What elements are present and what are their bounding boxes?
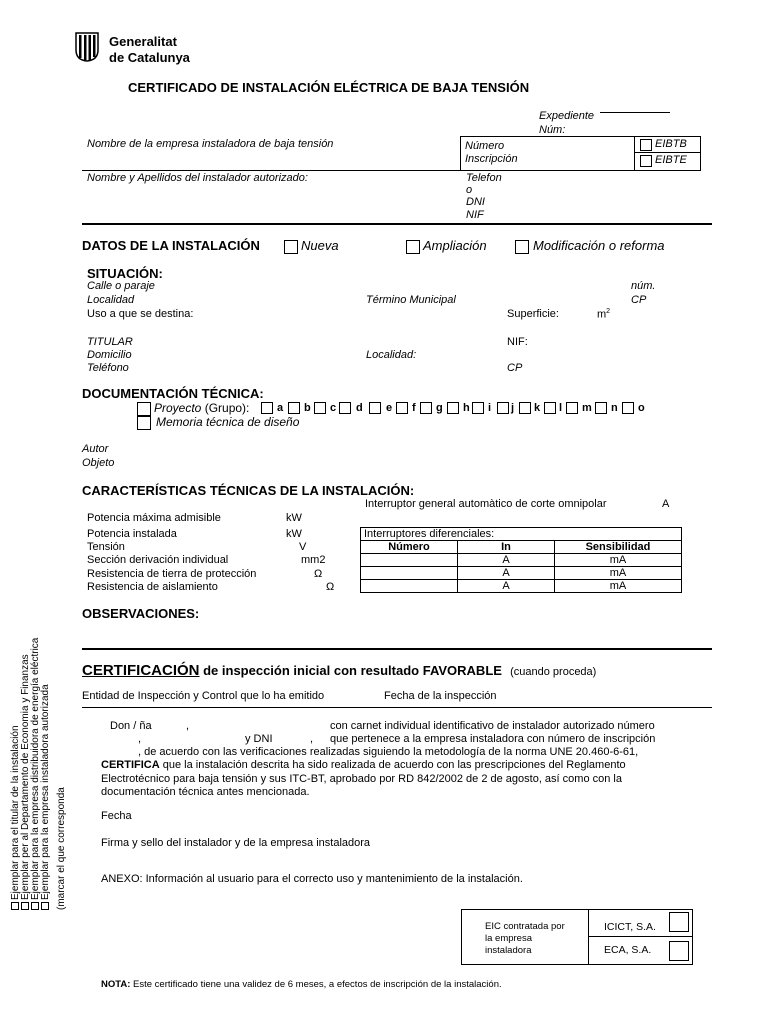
don-label: Don / ña [110,720,152,732]
expediente-label: Expediente [539,110,595,122]
ydni-text: y DNI [245,733,273,745]
eca-label: ECA, S.A. [604,944,652,956]
modificacion-label: Modificación o reforma [533,238,665,253]
don-comma: , [186,720,190,732]
grupo-e-label: e [386,402,393,414]
potencia-inst-unit: kW [286,528,302,540]
nif-titular-label: NIF: [507,336,528,348]
o-label: o [466,184,473,196]
side-copy-1-checkbox[interactable] [11,902,19,910]
side-copy-3-checkbox[interactable] [31,902,39,910]
tension-unit: V [299,541,307,553]
domicilio-label: Domicilio [87,349,132,361]
pertenece-text: que pertenece a la empresa instaladora con número de inscripción [330,733,656,745]
dif-header-sensibilidad: Sensibilidad [555,541,682,554]
icict-label: ICICT, S.A. [604,921,656,933]
nueva-checkbox[interactable] [284,240,298,254]
grupo-k-label: k [534,402,541,414]
grupo-c-checkbox[interactable] [314,402,326,414]
nif-label: NIF [466,209,484,221]
observaciones-title: OBSERVACIONES: [82,606,200,621]
cp-titular-label: CP [507,362,523,374]
anexo-label: ANEXO: Información al usuario para el correcto uso y mantenimiento de la instalación. [101,873,523,885]
grupo-e-checkbox[interactable] [369,402,381,414]
cert-line6: documentación técnica antes mencionada. [101,786,310,798]
table-row [361,567,682,580]
num-calle-label: núm. [631,280,656,292]
grupo-n-label: n [611,402,618,414]
fecha-inspeccion-label: Fecha de la inspección [384,690,497,702]
grupo-m-label: m [582,402,592,414]
dif-in-cell[interactable]: A [458,554,555,567]
empresa-line [82,170,462,171]
cert-line3: , de acuerdo con las verificaciones realizadas siguiendo la metodología de la norma UNE 20.460-6-61, [138,746,639,758]
eic-divider-v [588,909,589,965]
calle-label: Calle o paraje [87,280,155,292]
side-copy-note: (marcar el que corresponda [56,787,67,910]
dni-comma: , [310,733,314,745]
table-row [361,554,682,567]
dif-header-numero: Número [361,541,458,554]
tension-label: Tensión [87,541,125,553]
seccion-label: Sección derivación individual [87,554,229,566]
grupo-j-checkbox[interactable] [497,402,509,414]
inscripcion-label: Inscripción [465,153,518,165]
memoria-label: Memoria técnica de diseño [156,415,300,429]
org-name-line1: Generalitat [109,34,177,49]
eibte-label: EIBTE [655,154,687,166]
grupo-l-checkbox[interactable] [544,402,556,414]
dif-in-cell[interactable]: A [458,567,555,580]
grupo-a-label: a [277,402,284,414]
grupo-d-checkbox[interactable] [339,402,351,414]
icict-checkbox[interactable] [669,912,689,932]
seccion-unit: mm2 [301,554,326,566]
grupo-b-label: b [304,402,311,414]
eca-checkbox[interactable] [669,941,689,961]
objeto-label: Objeto [82,457,115,469]
nueva-label: Nueva [301,238,339,253]
grupo-h-label: h [463,402,470,414]
expediente-line [600,112,670,113]
m2-label: $m^2$ [597,308,611,321]
grupo-f-checkbox[interactable] [396,402,408,414]
resistencia-aisl-label: Resistencia de aislamiento [87,581,218,593]
eic-label-line1: EIC contratada por [485,921,565,932]
grupo-m-checkbox[interactable] [566,402,578,414]
telefono-label: Teléfono [87,362,129,374]
grupo-o-label: o [638,402,645,414]
entidad-label: Entidad de Inspección y Control que lo ha emitido [82,690,325,702]
generalitat-emblem-icon [75,32,99,62]
carnet-text: con carnet individual identificativo de instalador autorizado número [330,720,655,732]
side-copy-4-checkbox[interactable] [41,902,49,910]
proyecto-checkbox[interactable] [137,402,151,416]
resistencia-aisl-unit: Ω [326,581,335,593]
modificacion-checkbox[interactable] [515,240,529,254]
caracteristicas-title: CARACTERÍSTICAS TÉCNICAS DE LA INSTALACIÓN: [82,483,415,498]
eibt-divider [634,152,701,153]
dif-sens-cell[interactable]: mA [555,580,682,593]
grupo-i-label: i [488,402,492,414]
memoria-checkbox[interactable] [137,416,151,430]
superficie-label: Superficie: [507,308,559,320]
grupo-b-checkbox[interactable] [288,402,300,414]
telefon-label: Telefon [466,172,502,184]
situacion-title: SITUACIÓN: [87,266,163,281]
document-title: CERTIFICADO DE INSTALACIÓN ELÉCTRICA DE BAJA TENSIÓN [128,80,530,95]
grupo-d-label: d [356,402,363,414]
interruptor-general-unit: A [662,498,670,510]
autor-label: Autor [82,443,109,455]
grupo-c-label: c [330,402,337,414]
cert-line5: Electrotécnico para baja tensión y sus ITC-BT, aprobado por RD 842/2002 de 2 de agosto, así como con la [101,773,622,785]
grupo-i-checkbox[interactable] [472,402,484,414]
documentacion-title: DOCUMENTACIÓN TÉCNICA: [82,386,264,401]
resistencia-tierra-unit: Ω [314,568,323,580]
num-label: Núm: [539,124,566,136]
grupo-k-checkbox[interactable] [519,402,531,414]
section-divider-3 [82,707,712,708]
dif-header-in: In [458,541,555,554]
ampliacion-checkbox[interactable] [406,240,420,254]
potencia-max-unit: kW [286,512,302,524]
localidad-label: Localidad [87,294,135,306]
empresa-label: Nombre de la empresa instaladora de baja tensión [87,138,334,150]
nota-text: NOTA: Este certificado tiene una validez de 6 meses, a efectos de inscripción de la instalación. [101,979,502,990]
table-row [361,580,682,593]
eibte-checkbox[interactable] [640,155,652,167]
carnet-comma: , [138,733,142,745]
inscripcion-divider [634,136,635,171]
diferenciales-table [360,527,682,593]
eic-divider-h [588,936,693,937]
instalador-label: Nombre y Apellidos del instalador autorizado: [87,172,308,184]
titular-label: TITULAR [87,336,133,348]
dni-label: DNI [466,196,485,208]
cert-line4: CERTIFICA que la instalación descrita ha sido realizada de acuerdo con las prescripciones del Reglamento [101,759,626,771]
cp-label: CP [631,294,647,306]
certificacion-title: CERTIFICACIÓN de inspección inicial con resultado FAVORABLE (cuando proceda) [82,662,597,679]
diferenciales-title: Interruptores diferenciales: [361,528,682,541]
fecha-label: Fecha [101,810,132,822]
dif-numero-cell[interactable] [361,580,458,593]
diferenciales-header-row [361,541,682,554]
uso-label: Uso a que se destina: [87,308,194,320]
diferenciales-title-row [361,528,682,541]
eic-label-line2: la empresa [485,933,532,944]
dif-sens-cell[interactable]: mA [555,554,682,567]
grupo-f-label: f [412,402,416,414]
grupo-l-label: l [559,402,563,414]
dif-in-cell[interactable]: A [458,580,555,593]
datos-title: DATOS DE LA INSTALACIÓN [82,238,260,253]
section-divider-2 [82,648,712,650]
side-copy-2: Ejemplar per al Departamento de Economia y Finanzas [20,654,31,910]
potencia-max-label: Potencia máxima admisible [87,512,221,524]
side-copy-2-checkbox[interactable] [21,902,29,910]
eibtb-label: EIBTB [655,138,687,150]
termino-label: Término Municipal [366,294,456,306]
grupo-g-label: g [436,402,443,414]
section-divider-1 [82,223,712,225]
dif-numero-cell[interactable] [361,554,458,567]
eic-label-line3: instaladora [485,945,532,956]
grupo-h-checkbox[interactable] [447,402,459,414]
proyecto-label: Proyecto (Grupo): [154,401,250,415]
interruptor-general-label: Interruptor general automàtico de corte omnipolar [365,498,607,510]
resistencia-tierra-label: Resistencia de tierra de protección [87,568,257,580]
grupo-j-label: j [511,402,515,414]
grupo-a-checkbox[interactable] [261,402,273,414]
side-copy-1: Ejemplar para el titular de la instalación [10,725,21,910]
side-copy-4: Ejemplar para la empresa instaladora autorizada [40,684,51,910]
grupo-o-checkbox[interactable] [622,402,634,414]
localidad-titular-label: Localidad: [366,349,417,361]
dif-sens-cell[interactable]: mA [555,567,682,580]
side-copy-3: Ejemplar para la empresa distribuidora de energía eléctrica [30,638,41,910]
potencia-inst-label: Potencia instalada [87,528,177,540]
dif-numero-cell[interactable] [361,567,458,580]
numero-label: Número [465,140,505,152]
eibtb-checkbox[interactable] [640,139,652,151]
generalitat-logo [75,32,99,62]
grupo-g-checkbox[interactable] [420,402,432,414]
ampliacion-label: Ampliación [423,238,487,253]
firma-label: Firma y sello del instalador y de la empresa instaladora [101,837,371,849]
grupo-n-checkbox[interactable] [595,402,607,414]
org-name-line2: de Catalunya [109,50,190,65]
